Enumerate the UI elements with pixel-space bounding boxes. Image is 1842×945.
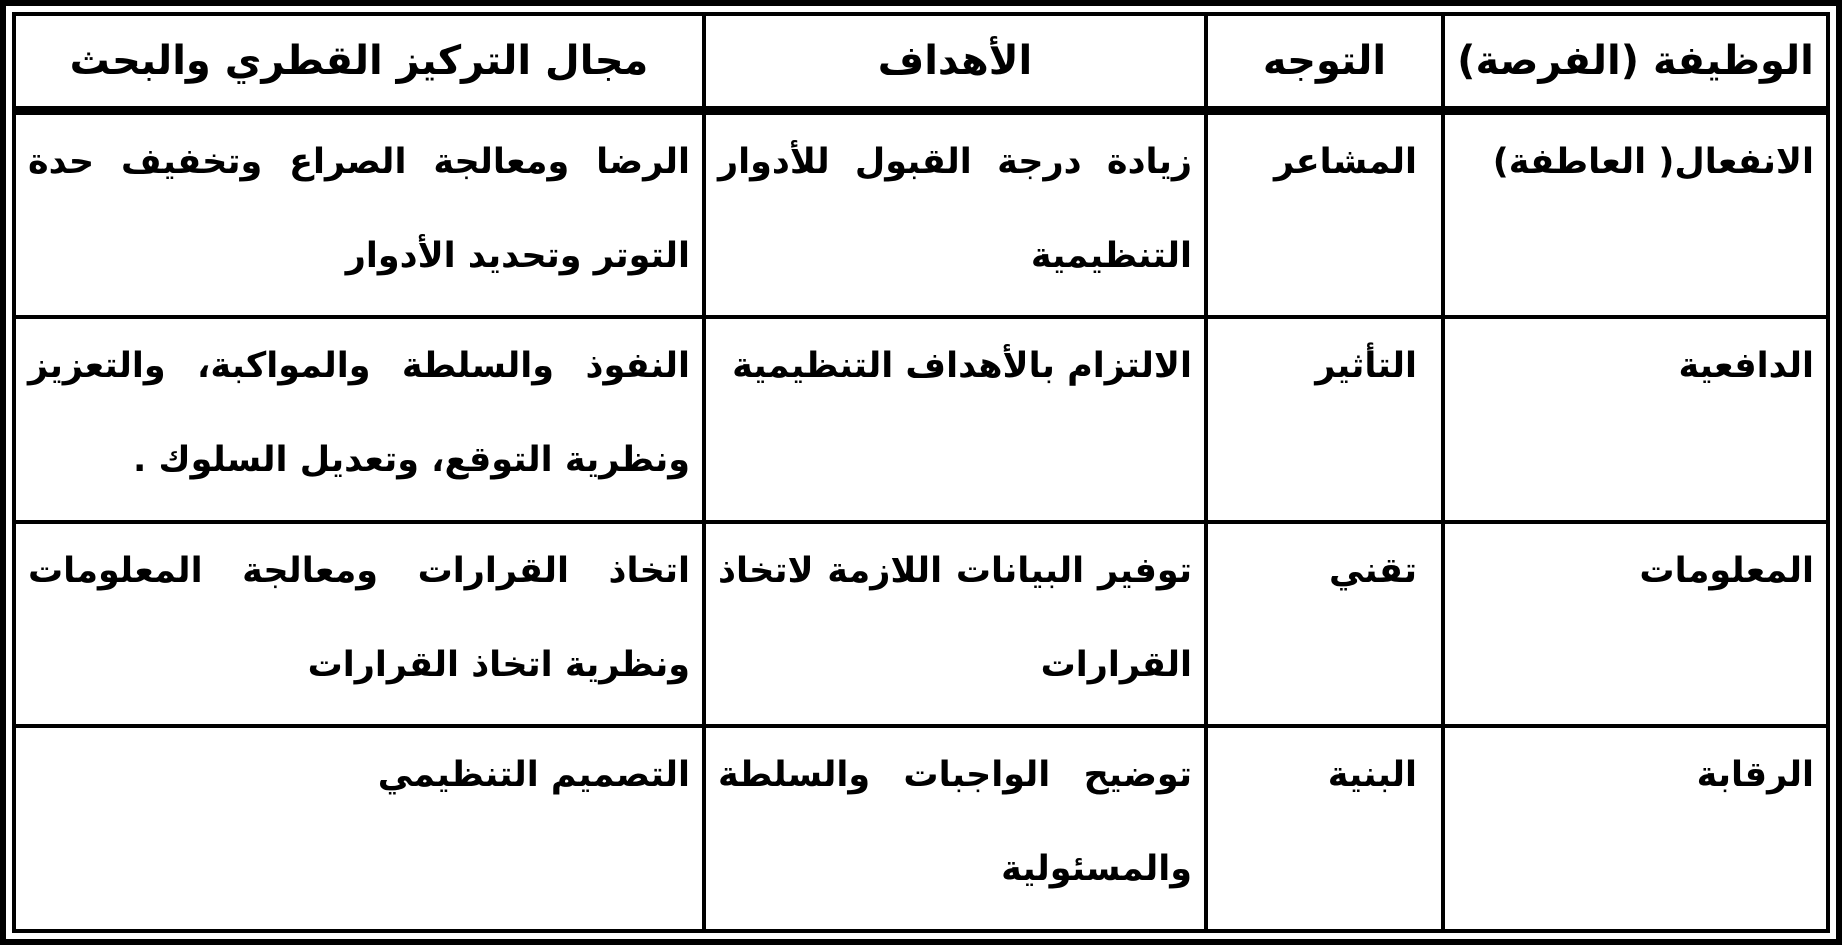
cell-goals: توفير البيانات اللازمة لاتخاذ القرارات: [704, 522, 1206, 727]
cell-function: الرقابة: [1443, 726, 1828, 931]
cell-function: المعلومات: [1443, 522, 1828, 727]
header-function: الوظيفة (الفرصة): [1443, 14, 1828, 110]
cell-focus: اتخاذ القرارات ومعالجة المعلومات ونظرية اتخاذ القرارات: [14, 522, 704, 727]
cell-focus: التصميم التنظيمي: [14, 726, 704, 931]
cell-orientation: المشاعر: [1206, 110, 1443, 317]
cell-focus: النفوذ والسلطة والمواكبة، والتعزيز ونظرية التوقع، وتعديل السلوك .: [14, 317, 704, 522]
cell-function: الدافعية: [1443, 317, 1828, 522]
table-row: [14, 110, 1828, 317]
header-focus: مجال التركيز القطري والبحث: [14, 14, 704, 110]
table-row: [14, 522, 1828, 727]
cell-focus: الرضا ومعالجة الصراع وتخفيف حدة التوتر وتحديد الأدوار: [14, 110, 704, 317]
header-goals: الأهداف: [704, 14, 1206, 110]
cell-goals: توضيح الواجبات والسلطة والمسئولية: [704, 726, 1206, 931]
cell-orientation: التأثير: [1206, 317, 1443, 522]
table-row: [14, 317, 1828, 522]
header-row: [14, 14, 1828, 110]
cell-goals: الالتزام بالأهداف التنظيمية: [704, 317, 1206, 522]
table-row: [14, 726, 1828, 931]
header-orientation: التوجه: [1206, 14, 1443, 110]
cell-goals: زيادة درجة القبول للأدوار التنظيمية: [704, 110, 1206, 317]
data-table: [12, 12, 1830, 933]
cell-orientation: تقني: [1206, 522, 1443, 727]
cell-function: الانفعال( العاطفة): [1443, 110, 1828, 317]
cell-orientation: البنية: [1206, 726, 1443, 931]
